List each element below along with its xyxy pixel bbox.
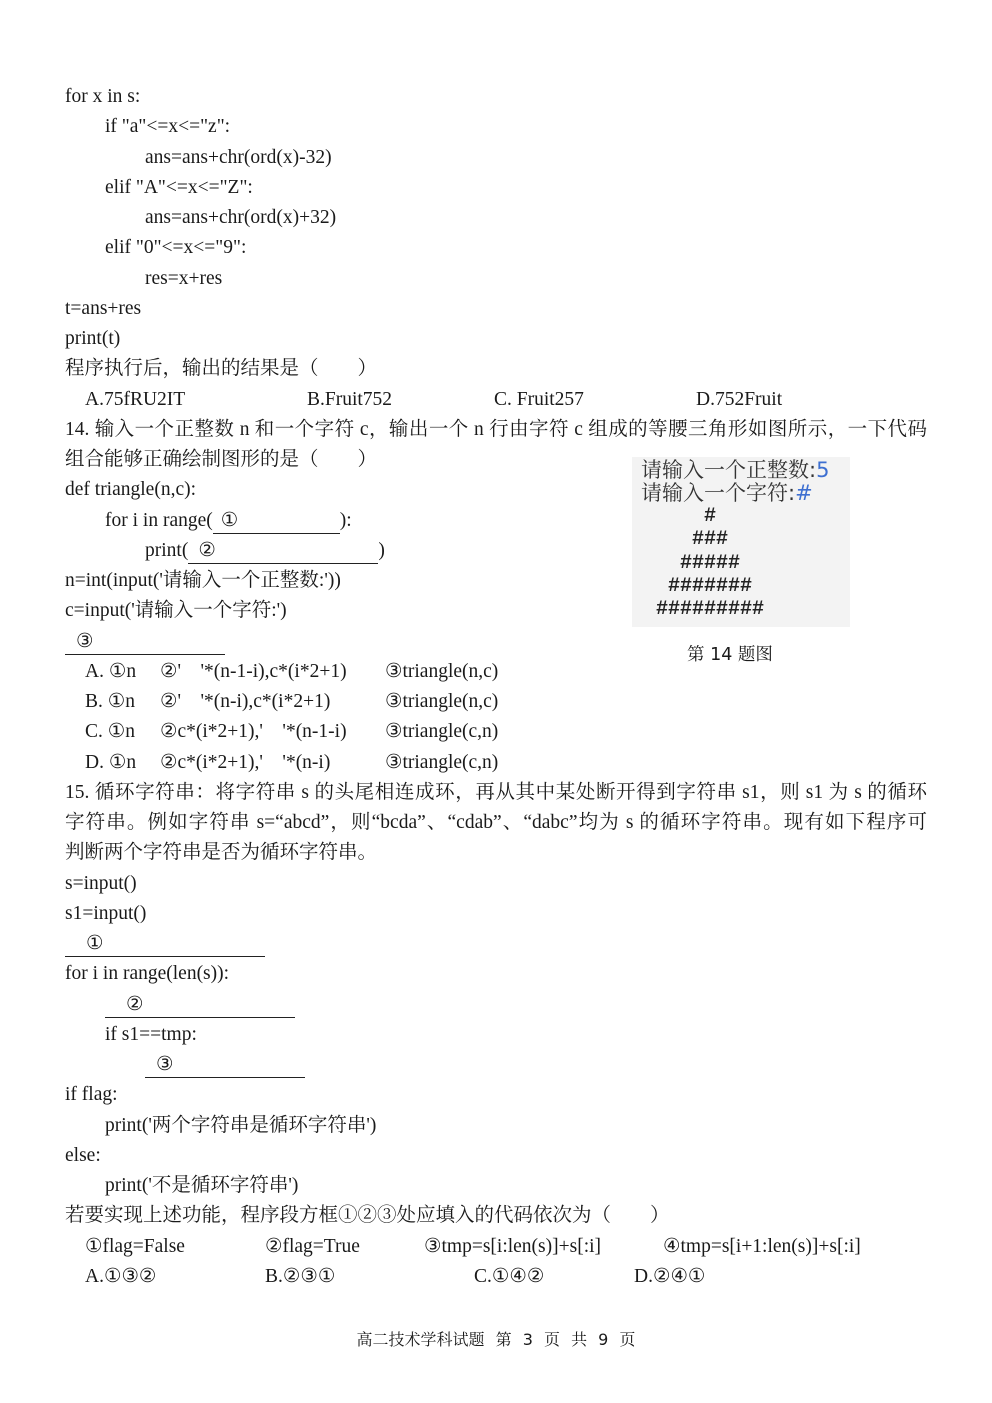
code-line: print('不是循环字符串') — [105, 1175, 299, 1196]
code-line: ans=ans+chr(ord(x)-32) — [145, 146, 332, 168]
question-stem: 判断两个字符串是否为循环字符串。 — [65, 842, 378, 864]
figure-14-console-output — [632, 457, 850, 627]
code-line: print('两个字符串是循环字符串') — [105, 1114, 377, 1136]
code-line — [65, 990, 935, 1020]
option-part-2: ②' '*(n-i),c*(i*2+1) — [160, 691, 331, 712]
code-text: ) — [378, 539, 385, 561]
question-stem: 组合能够正确绘制图形的是（ ） — [65, 449, 378, 470]
choices-row — [65, 1232, 935, 1262]
option-a — [65, 657, 935, 687]
options-row — [65, 1262, 935, 1292]
code-text: for i in range( — [105, 509, 213, 531]
console-prompt-c — [632, 482, 850, 505]
option-c: C. Fruit257 — [494, 388, 584, 410]
answer-blank-3: ③ — [145, 1053, 305, 1078]
page-body — [65, 82, 935, 1292]
code-line: for x in s: — [65, 86, 141, 107]
option-d: D.②④① — [634, 1265, 706, 1287]
page-footer: 高二技术学科试题 第 3 页 共 9 页 — [356, 1330, 636, 1349]
option-label: D. ①n — [85, 751, 137, 773]
code-line: res=x+res — [145, 267, 223, 289]
figure-caption: 第 14 题图 — [687, 645, 773, 665]
code-line: print(t) — [65, 328, 121, 349]
input-value: # — [795, 480, 813, 505]
question-stem: 14. 输入一个正整数 n 和一个字符 c，输出一个 n 行由字符 c 组成的等腰三角形如图所示，一下代码 — [65, 418, 927, 440]
code-line: s=input() — [65, 872, 137, 894]
code-text: print( — [145, 539, 189, 561]
code-line: elif "0"<=x<="9": — [105, 237, 247, 259]
triangle-output — [650, 505, 770, 621]
option-d — [65, 748, 935, 778]
triangle-row: ### — [691, 528, 728, 552]
option-label: C. ①n — [85, 721, 135, 743]
code-line — [65, 1050, 935, 1080]
code-line: elif "A"<=x<="Z": — [105, 176, 253, 198]
code-line: t=ans+res — [65, 297, 142, 319]
code-line: if flag: — [65, 1084, 118, 1106]
code-line: s1=input() — [65, 902, 147, 924]
question-prompt: 若要实现上述功能，程序段方框①②③处应填入的代码依次为（ ） — [65, 1205, 670, 1227]
answer-blank-2: ② — [105, 993, 295, 1018]
triangle-row: ##### — [679, 551, 740, 575]
answer-blank-1: ① — [213, 509, 340, 534]
choice-2: ②flag=True — [265, 1235, 360, 1257]
prompt-text: 请输入一个字符: — [641, 480, 796, 505]
code-line — [65, 929, 935, 959]
option-b: B.②③① — [265, 1265, 336, 1287]
code-line: n=int(input('请输入一个正整数:')) — [65, 570, 341, 591]
option-a: A.①③② — [85, 1265, 157, 1287]
code-line: if s1==tmp: — [105, 1023, 197, 1045]
code-line: def triangle(n,c): — [65, 479, 197, 501]
option-part-2: ②c*(i*2+1),' '*(n-1-i) — [160, 721, 347, 743]
question-prompt: 程序执行后，输出的结果是（ ） — [65, 358, 378, 380]
prompt-text: 请输入一个正整数: — [641, 457, 817, 482]
option-c — [65, 717, 935, 747]
option-part-3: ③triangle(n,c) — [385, 660, 499, 682]
code-line: c=input('请输入一个字符:') — [65, 600, 287, 622]
option-part-2: ②' '*(n-1-i),c*(i*2+1) — [160, 660, 347, 682]
option-part-2: ②c*(i*2+1),' '*(n-i) — [160, 751, 331, 773]
input-value: 5 — [816, 457, 830, 482]
option-part-3: ③triangle(c,n) — [385, 751, 499, 773]
option-part-3: ③triangle(c,n) — [385, 721, 499, 743]
code-line: for i in range(len(s)): — [65, 963, 230, 985]
code-line — [65, 627, 935, 657]
code-line: ans=ans+chr(ord(x)+32) — [145, 207, 337, 228]
option-part-3: ③triangle(n,c) — [385, 691, 499, 712]
option-a: A.75fRU2IT — [85, 388, 186, 410]
option-label: A. ①n — [85, 660, 137, 682]
answer-blank-1: ① — [65, 932, 265, 957]
option-b: B.Fruit752 — [307, 388, 393, 410]
triangle-row: ######### — [655, 598, 765, 622]
triangle-row: # — [703, 505, 716, 529]
option-b — [65, 687, 935, 717]
choice-3: ③tmp=s[i:len(s)]+s[:i] — [424, 1235, 602, 1257]
choice-1: ①flag=False — [85, 1235, 185, 1257]
choice-4: ④tmp=s[i+1:len(s)]+s[:i] — [663, 1235, 861, 1257]
option-c: C.①④② — [474, 1265, 545, 1287]
option-d: D.752Fruit — [696, 388, 783, 410]
question-stem: 字符串。例如字符串 s=“abcd”，则“bcda”、“cdab”、“dabc”均为 s 的循环字符串。现有如下程序可 — [65, 812, 927, 833]
options-row — [65, 385, 935, 415]
question-stem: 15. 循环字符串：将字符串 s 的头尾相连成环，再从其中某处断开得到字符串 s1，则 s1 为 s 的循环 — [65, 781, 927, 803]
answer-blank-2: ② — [188, 539, 378, 564]
answer-blank-3: ③ — [65, 630, 225, 655]
code-line: else: — [65, 1144, 101, 1166]
triangle-row: ####### — [667, 574, 752, 598]
option-label: B. ①n — [85, 691, 135, 712]
console-prompt-n — [632, 459, 850, 482]
code-line: if "a"<=x<="z": — [105, 116, 231, 138]
code-text: ): — [339, 509, 352, 531]
